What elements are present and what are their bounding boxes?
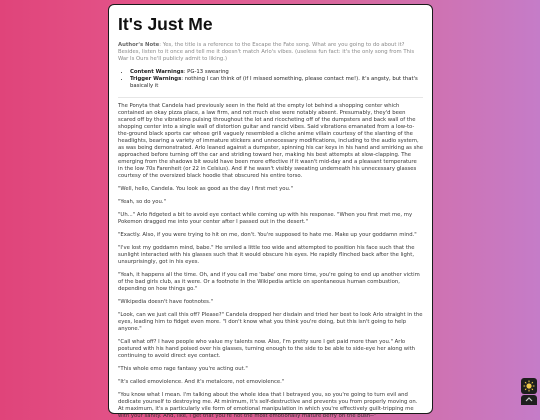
authors-note (118, 42, 423, 63)
chevron-up-icon (524, 395, 534, 403)
story-paragraph: "Exactly. Also, if you were trying to hit on me, don't. You're supposed to hate me. Make up your goddamn mind." (118, 232, 417, 238)
authors-note-text: : Yes, the title is a reference to the Escape the Fate song. What are you going to do about it? Besides, listen to it once and tell me it doesn't match Arlo's vibes. (useless fun fact: it's the only song from This War Is Ours he'll publicly admit to liking.) (118, 42, 415, 62)
story-paragraph: The Ponyta that Candela had previously seen in the field at the empty lot behind a shopping center which contained an okay pizza place, a law firm, and not much else were notably absent. Presumably, they'd been scared off by the vibrations pulsing throughout the lot and ricocheting off of the dumpsters and back wall of the shopping center into a single wall of distortion guitar and rancid vibes. Said vibrations emanated from a low-to-the-ground black sports car whose grill vaguely resembled a cliche anime villain courtesy of the slanting of the headlights, bearing a variety of immature stickers and unnecessary modifications, including to the audio system, as was being demonstrated. Arlo leaned against a dumpster, spinning his car keys in his hand and smirking as she approached before turning off the car and striding toward her, making his best attempts at slow-clapping. The emerging from the shadows bit would have been more effective if it wasn't mid-day and a pleasant temperature in the low 70s Farenheit (or 22 in Celsius). And if he wasn't visibly sweating underneath his unnecessary glasses courtesy of the oversized black hoodie that obscured his entire torso. (118, 103, 423, 179)
story-paragraph: "Well, hello, Candela. You look as good as the day I first met you." (118, 186, 294, 192)
list-item (130, 76, 423, 90)
story-paragraph: "I've lost my goddamn mind, babe." He smiled a little too wide and attempted to position his face such that the sunlight interacted with his glasses such that it would obscure his eyes. He rapidly flinched back after the light, unsurprisingly, got in his eyes. (118, 245, 415, 265)
content-warnings-text: : PG-13 swearing (183, 69, 229, 75)
story-body (118, 103, 423, 420)
story-card (108, 4, 433, 419)
story-paragraph: "You know what I mean. I'm talking about the whole idea that I betrayed you, so you're going to turn evil and dedicate yourself to destroying me. At minimum, it's self-destructive and prevents you from properly moving on. At maximum, it's a particularly vile form of emotional manipulation in which you're effectively guilt-tripping me with your sanity. And, like, I get that you're not the most emotionally mature berry on the bush--" (118, 392, 418, 419)
story-paragraph: "Call what off? I have people who value my talents now. Also, I'm pretty sure I get paid more than you." Arlo postured with his hand poised over his glasses, turning enough to the side to be able to side-eye her along with continuing to avoid direct eye contact. (118, 339, 416, 359)
story-paragraph: "Yeah, it happens all the time. Oh, and if you call me 'babe' one more time, you're going to end up another victim of the bad girls club, as it were. Or a footnote in the Wikipedia article on spontaneous human combustion, depending on how things go." (118, 272, 420, 292)
page-title: It's Just Me (118, 14, 213, 34)
story-paragraph: "Wikipedia doesn't have footnotes." (118, 299, 214, 305)
story-paragraph: "This whole emo rage fantasy you're acting out." (118, 366, 248, 372)
divider (118, 97, 423, 98)
authors-note-label: Author's Note (118, 42, 160, 48)
trigger-warnings-text: : nothing I can think of (if I missed something, please contact me!). it's angsty, but that's basically it (130, 76, 418, 89)
warnings-list (130, 69, 423, 90)
story-paragraph: "It's called emoviolence. And it's metalcore, not emoviolence." (118, 379, 285, 385)
content-warnings-label: Content Warnings (130, 69, 184, 75)
list-item (130, 69, 423, 76)
scroll-up-icon[interactable] (521, 395, 537, 405)
story-paragraph: "Yeah, so do you." (118, 199, 167, 205)
story-paragraph: "Uh..." Arlo fidgeted a bit to avoid eye contact while coming up with his response. "When you first met me, my Pokemon dragged me into your center after I passed out in the desert." (118, 212, 413, 225)
trigger-warnings-label: Trigger Warnings (130, 76, 182, 82)
sun-icon-graphic (523, 380, 535, 392)
story-paragraph: "Look, can we just call this off? Please?" Candela dropped her disdain and tried her best to look Arlo straight in the eyes, leading him to fidget even more. "I don't know what you think you're doing, but this isn't going to help anyone." (118, 312, 423, 332)
sun-icon[interactable] (521, 378, 537, 394)
